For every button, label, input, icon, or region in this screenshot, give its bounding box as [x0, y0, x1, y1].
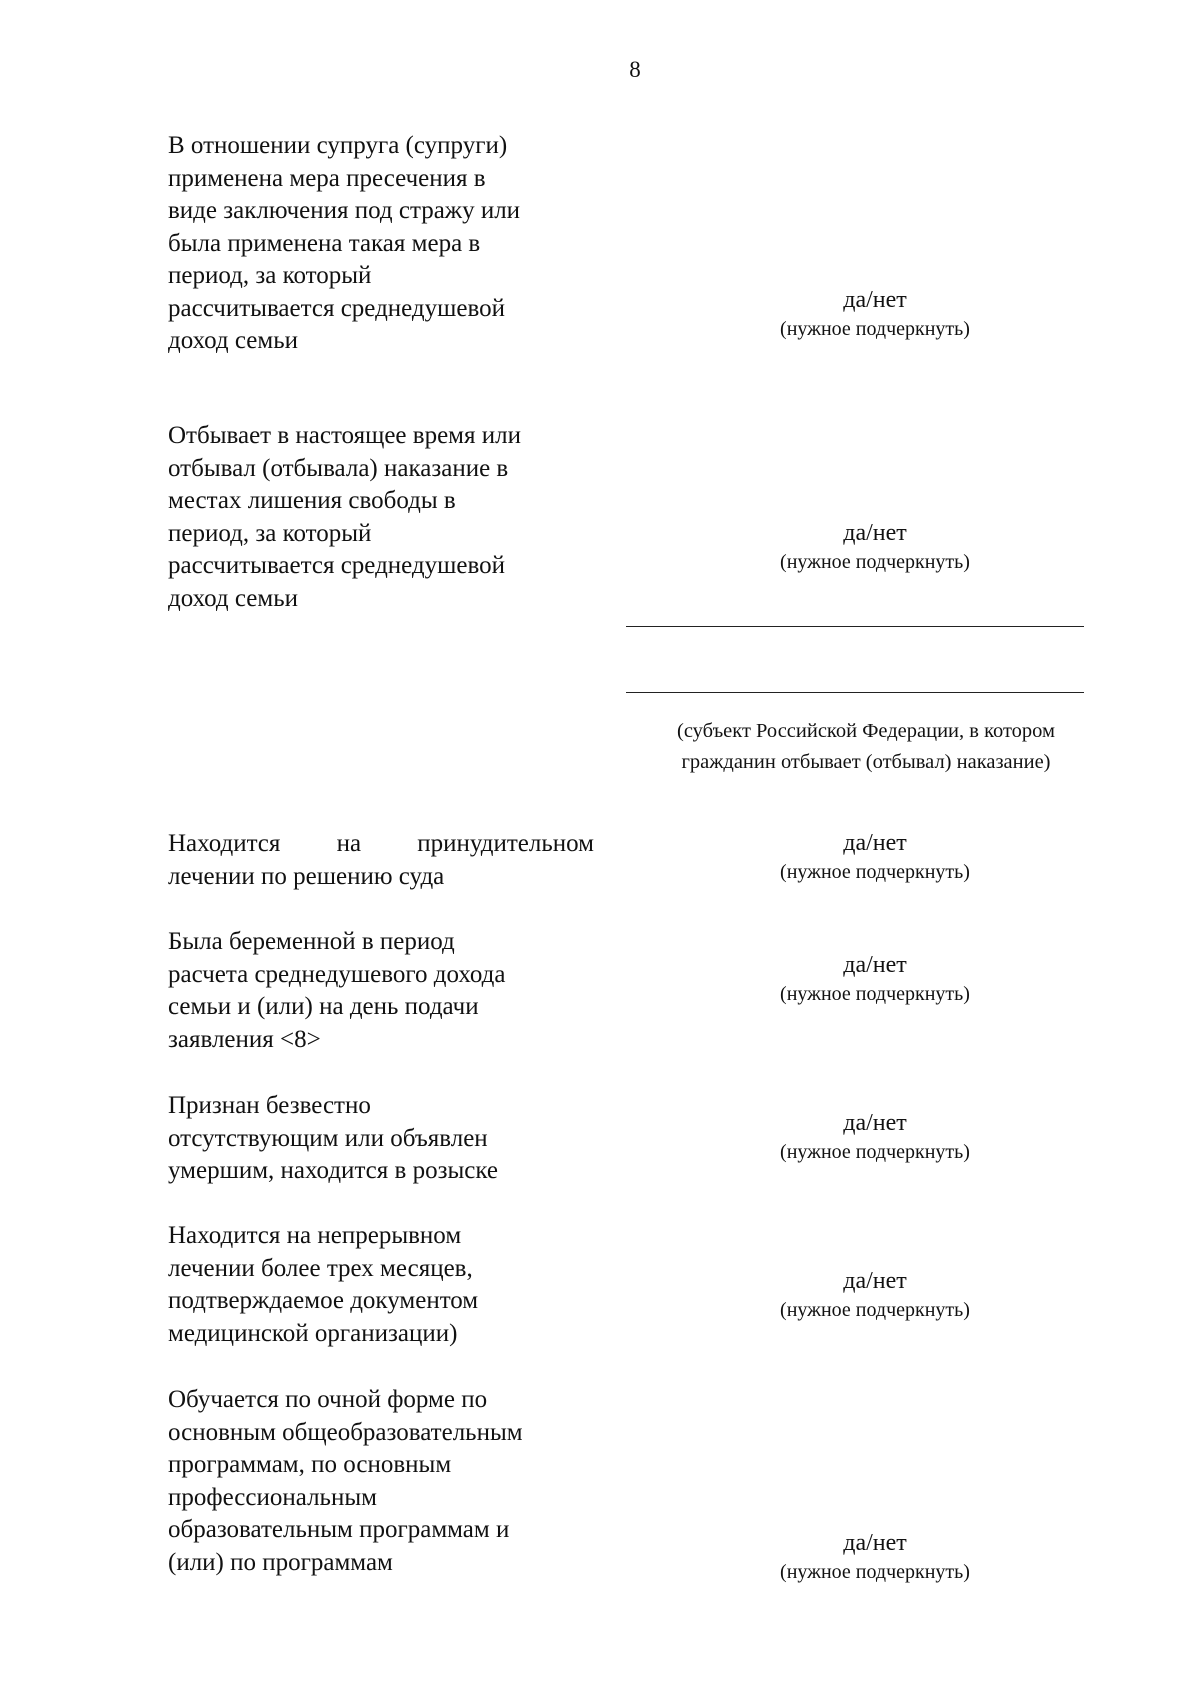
yes-no-option[interactable]: да/нет: [843, 1110, 907, 1136]
underline-hint: (нужное подчеркнуть): [780, 983, 970, 1005]
question-compulsory-treatment-line2: [168, 861, 608, 894]
question-spouse-detention: [168, 130, 608, 358]
question-line: лечении по решению суда: [168, 862, 445, 890]
question-line: Находится на принудительном: [168, 830, 594, 857]
answer-spouse-detention: [720, 285, 1030, 343]
answer-serving-sentence: [720, 518, 1030, 576]
question-continuous-treatment: [168, 1220, 608, 1350]
underline-hint: (нужное подчеркнуть): [780, 1561, 970, 1583]
question-compulsory-treatment: [168, 828, 594, 861]
question-line: медицинской организации): [168, 1319, 458, 1347]
caption-line: гражданин отбывает (отбывал) наказание): [681, 751, 1051, 773]
underline-hint: (нужное подчеркнуть): [780, 318, 970, 340]
question-line: период, за который: [168, 519, 372, 547]
question-line: была применена такая мера в: [168, 229, 481, 257]
question-line: доход семьи: [168, 584, 298, 612]
question-line: отбывал (отбывала) наказание в: [168, 454, 509, 482]
yes-no-option[interactable]: да/нет: [843, 1268, 907, 1294]
question-line: заявления <8>: [168, 1025, 321, 1053]
question-line: местах лишения свободы в: [168, 487, 456, 514]
question-line: основным общеобразовательным: [168, 1418, 523, 1446]
yes-no-option[interactable]: да/нет: [843, 287, 907, 313]
underline-hint: (нужное подчеркнуть): [780, 1299, 970, 1321]
answer-pregnancy: [720, 950, 1030, 1008]
question-line: Обучается по очной форме по: [168, 1386, 488, 1413]
caption-line: (субъект Российской Федерации, в котором: [677, 720, 1055, 742]
region-field-line-2[interactable]: [626, 692, 1084, 693]
question-missing-person: [168, 1090, 608, 1188]
question-line: умершим, находится в розыске: [168, 1157, 498, 1184]
question-line: семьи и (или) на день подачи: [168, 993, 479, 1020]
yes-no-option[interactable]: да/нет: [843, 1530, 907, 1556]
question-line: доход семьи: [168, 327, 298, 354]
question-line: рассчитывается среднедушевой: [168, 294, 506, 322]
page-number: 8: [629, 57, 641, 82]
yes-no-option[interactable]: да/нет: [843, 952, 907, 978]
region-field-caption: [630, 716, 1102, 778]
yes-no-option[interactable]: да/нет: [843, 520, 907, 546]
answer-full-time-study: [720, 1528, 1030, 1586]
question-line: Отбывает в настоящее время или: [168, 422, 521, 449]
question-full-time-study: [168, 1384, 608, 1579]
underline-hint: (нужное подчеркнуть): [780, 551, 970, 573]
question-line: лечении более трех месяцев,: [168, 1254, 473, 1282]
question-line: Находится на непрерывном: [168, 1222, 462, 1249]
answer-compulsory-treatment: [720, 828, 1030, 886]
question-line: профессиональным: [168, 1483, 377, 1511]
question-line: В отношении супруга (супруги): [168, 132, 508, 159]
underline-hint: (нужное подчеркнуть): [780, 1141, 970, 1163]
question-line: виде заключения под стражу или: [168, 197, 521, 224]
question-pregnancy: [168, 926, 608, 1056]
question-line: период, за который: [168, 262, 372, 289]
question-line: подтверждаемое документом: [168, 1287, 479, 1314]
question-line: образовательным программам и: [168, 1516, 510, 1543]
question-line: Была беременной в период: [168, 928, 455, 955]
question-line: программам, по основным: [168, 1451, 452, 1478]
answer-continuous-treatment: [720, 1266, 1030, 1324]
answer-missing-person: [720, 1108, 1030, 1166]
underline-hint: (нужное подчеркнуть): [780, 861, 970, 883]
question-line: расчета среднедушевого дохода: [168, 960, 506, 988]
question-line: рассчитывается среднедушевой: [168, 552, 506, 579]
question-line: отсутствующим или объявлен: [168, 1124, 488, 1152]
question-serving-sentence: [168, 420, 608, 615]
question-line: (или) по программам: [168, 1548, 393, 1576]
yes-no-option[interactable]: да/нет: [843, 830, 907, 856]
region-field-line-1[interactable]: [626, 626, 1084, 627]
question-line: Признан безвестно: [168, 1092, 371, 1119]
question-line: применена мера пресечения в: [168, 164, 486, 192]
